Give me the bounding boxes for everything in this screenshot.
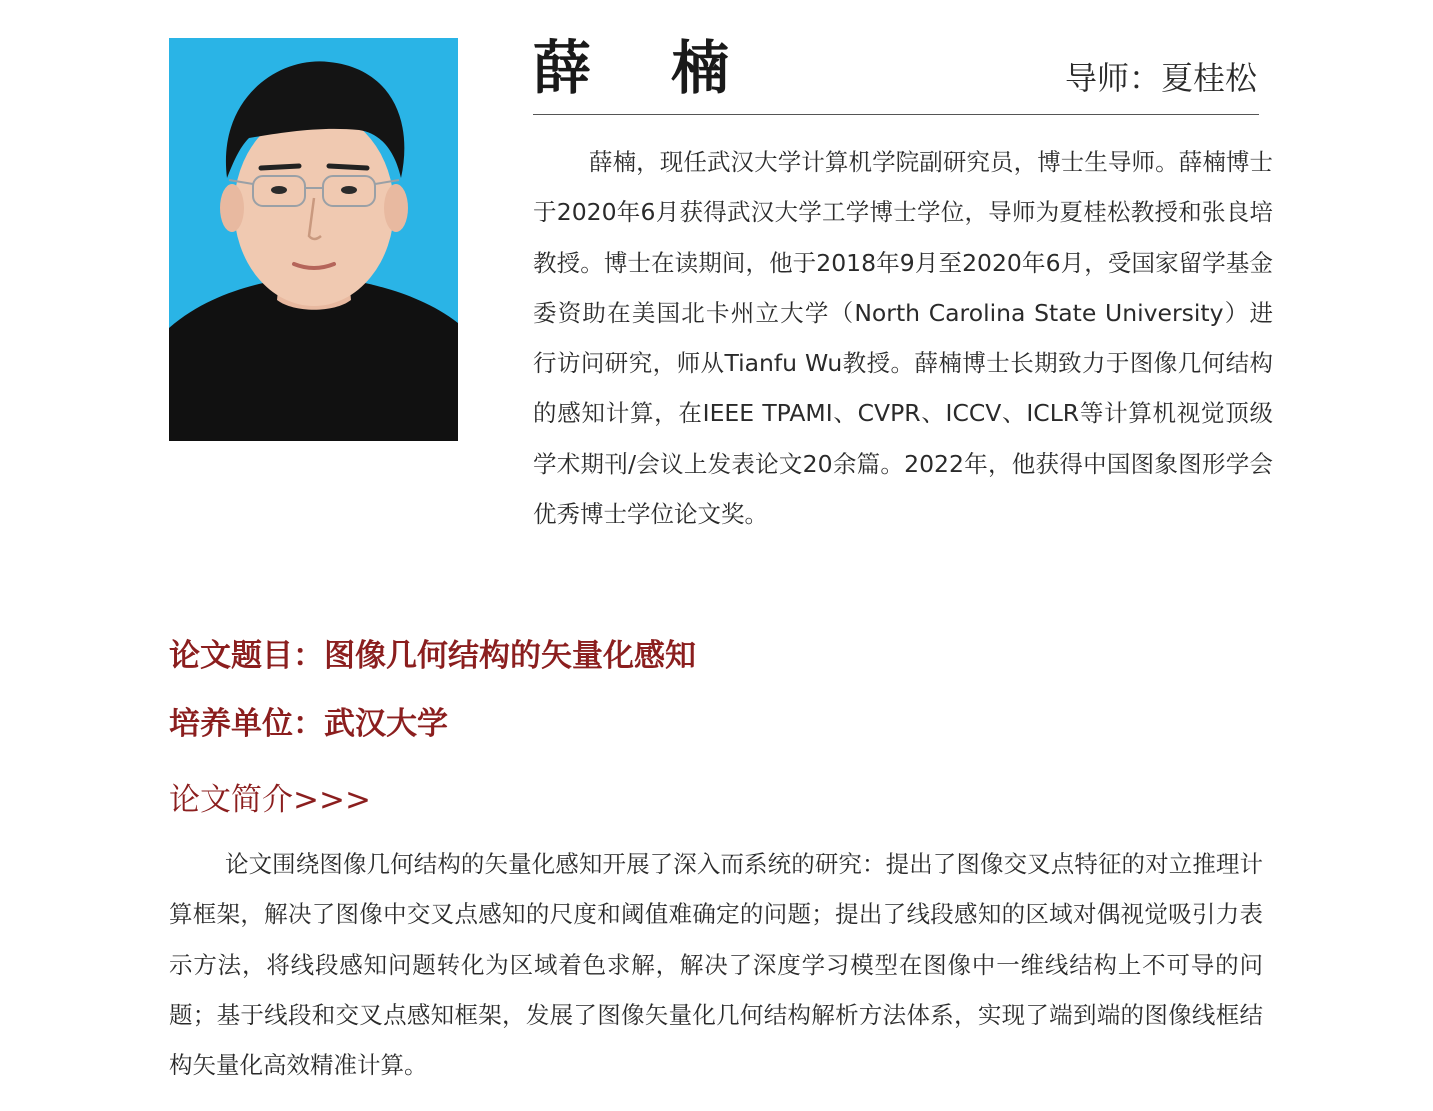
advisor-label: 导师：夏桂松 bbox=[1064, 59, 1257, 97]
header-divider bbox=[533, 114, 1259, 115]
biography-paragraph: 薛楠，现任武汉大学计算机学院副研究员，博士生导师。薛楠博士于2020年6月获得武汉大学工学博士学位，导师为夏桂松教授和张良培教授。博士在读期间，他于2018年9月至2020年6月，受国家留学基金委资助在美国北卡州立大学（North Carolina State University）进行访问研究，师从Tianfu Wu教授。薛楠博士长期致力于图像几何结构的感知计算，在IEEE TPAMI、CVPR、ICCV、ICLR等计算机视觉顶级学术期刊/会议上发表论文20余篇。2022年，他获得中国图象图形学会优秀博士学位论文奖。 bbox=[533, 148, 1273, 529]
person-name: 薛 楠 bbox=[533, 34, 760, 102]
portrait-photo bbox=[169, 38, 458, 441]
thesis-intro-heading: 论文简介>>> bbox=[169, 782, 371, 818]
thesis-title: 论文题目：图像几何结构的矢量化感知 bbox=[169, 638, 696, 674]
thesis-abstract-paragraph: 论文围绕图像几何结构的矢量化感知开展了深入而系统的研究：提出了图像交叉点特征的对立推理计算框架，解决了图像中交叉点感知的尺度和阈值难确定的问题；提出了线段感知的区域对偶视觉吸引力表示方法，将线段感知问题转化为区域着色求解，解决了深度学习模型在图像中一维线结构上不可导的问题；基于线段和交叉点感知框架，发展了图像矢量化几何结构解析方法体系，实现了端到端的图像线框结构矢量化高效精准计算。 bbox=[169, 850, 1263, 1080]
training-unit: 培养单位：武汉大学 bbox=[169, 706, 448, 742]
